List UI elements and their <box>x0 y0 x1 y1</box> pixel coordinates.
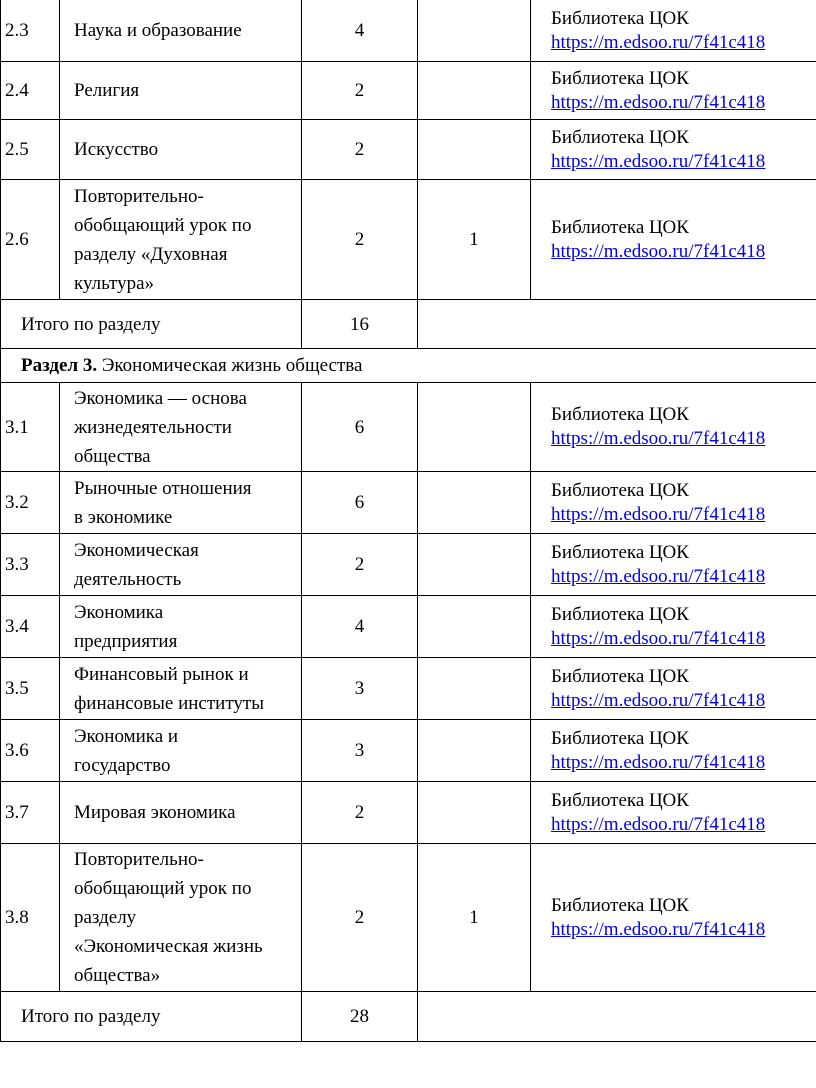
resource-cell <box>531 596 816 658</box>
row-hours: 3 <box>302 720 418 782</box>
resource-link[interactable]: https://m.edsoo.ru/7f41c418 <box>551 428 766 449</box>
topic-line: Искусство <box>74 139 159 160</box>
table-row <box>1 782 816 844</box>
row-topic <box>60 596 302 658</box>
row-topic <box>60 720 302 782</box>
row-control-works <box>418 658 531 720</box>
row-number: 2.4 <box>1 62 60 120</box>
topic-line: государство <box>74 754 171 776</box>
row-number: 2.3 <box>1 0 60 62</box>
resource-link[interactable]: https://m.edsoo.ru/7f41c418 <box>551 91 766 113</box>
resource-label: Библиотека ЦОК <box>551 727 689 749</box>
row-hours: 3 <box>302 658 418 720</box>
topic-line: разделу <box>74 907 137 928</box>
row-hours: 2 <box>302 120 418 180</box>
topic-line: финансовые институты <box>74 692 264 714</box>
row-number: 3.8 <box>1 844 60 992</box>
row-hours: 6 <box>302 383 418 472</box>
row-hours: 2 <box>302 782 418 844</box>
topic-line: обобщающий урок по <box>74 878 252 899</box>
resource-link[interactable]: https://m.edsoo.ru/7f41c418 <box>551 565 766 587</box>
topic-line: Рыночные отношения <box>74 477 252 499</box>
row-topic <box>60 0 302 62</box>
row-control-works <box>418 120 531 180</box>
table-row <box>1 0 816 62</box>
section-title <box>1 349 816 383</box>
row-control-works: 1 <box>418 180 531 300</box>
section-name: Экономическая жизнь общества <box>97 355 363 376</box>
row-control-works <box>418 782 531 844</box>
row-number: 3.3 <box>1 534 60 596</box>
table-row <box>1 720 816 782</box>
table-row <box>1 658 816 720</box>
topic-line: Религия <box>74 80 140 101</box>
row-control-works <box>418 596 531 658</box>
resource-label: Библиотека ЦОК <box>551 404 689 425</box>
topic-line: деятельность <box>74 568 182 590</box>
resource-link[interactable]: https://m.edsoo.ru/7f41c418 <box>551 813 766 835</box>
total-empty <box>418 992 816 1042</box>
resource-cell <box>531 534 816 596</box>
total-label: Итого по разделу <box>1 300 302 349</box>
topic-line: жизнедеятельности <box>74 416 232 438</box>
row-hours: 2 <box>302 180 418 300</box>
section-total-row <box>1 992 816 1042</box>
row-number: 3.1 <box>1 383 60 472</box>
row-hours: 4 <box>302 596 418 658</box>
section-number: Раздел 3. <box>21 355 98 376</box>
row-control-works <box>418 62 531 120</box>
topic-line: Экономика <box>74 601 164 623</box>
resource-link[interactable]: https://m.edsoo.ru/7f41c418 <box>551 150 766 172</box>
resource-cell <box>531 62 816 120</box>
row-hours: 6 <box>302 472 418 534</box>
row-number: 3.4 <box>1 596 60 658</box>
resource-cell <box>531 180 816 300</box>
resource-cell <box>531 383 816 472</box>
row-control-works <box>418 534 531 596</box>
row-topic <box>60 62 302 120</box>
resource-cell <box>531 658 816 720</box>
resource-cell <box>531 844 816 992</box>
row-topic <box>60 120 302 180</box>
resource-link[interactable]: https://m.edsoo.ru/7f41c418 <box>551 503 766 525</box>
row-topic <box>60 658 302 720</box>
row-control-works <box>418 720 531 782</box>
table-row <box>1 472 816 534</box>
resource-link[interactable]: https://m.edsoo.ru/7f41c418 <box>551 689 766 711</box>
row-number: 2.5 <box>1 120 60 180</box>
section-header-row <box>1 349 816 383</box>
resource-label: Библиотека ЦОК <box>551 479 689 501</box>
topic-line: «Экономическая жизнь <box>74 936 263 957</box>
topic-line: Финансовый рынок и <box>74 663 249 685</box>
row-number: 3.6 <box>1 720 60 782</box>
resource-link[interactable]: https://m.edsoo.ru/7f41c418 <box>551 31 766 53</box>
row-control-works <box>418 0 531 62</box>
row-topic <box>60 180 302 300</box>
topic-line: Экономика — основа <box>74 387 247 409</box>
resource-label: Библиотека ЦОК <box>551 894 689 916</box>
topic-line: предприятия <box>74 630 178 652</box>
topic-line: Экономическая <box>74 539 199 561</box>
resource-label: Библиотека ЦОК <box>551 541 689 563</box>
topic-line: общества» <box>74 965 161 986</box>
topic-line: культура» <box>74 272 155 294</box>
resource-link[interactable]: https://m.edsoo.ru/7f41c418 <box>551 240 766 262</box>
resource-cell <box>531 120 816 180</box>
table-row <box>1 383 816 472</box>
resource-label: Библиотека ЦОК <box>551 665 689 687</box>
topic-line: Наука и образование <box>74 20 242 41</box>
table-row <box>1 596 816 658</box>
row-hours: 2 <box>302 534 418 596</box>
row-topic <box>60 844 302 992</box>
total-empty <box>418 300 816 349</box>
row-topic <box>60 383 302 472</box>
total-hours: 16 <box>302 300 418 349</box>
resource-label: Библиотека ЦОК <box>551 67 689 89</box>
resource-label: Библиотека ЦОК <box>551 126 689 148</box>
resource-label: Библиотека ЦОК <box>551 216 689 238</box>
row-number: 3.2 <box>1 472 60 534</box>
topic-line: Повторительно- <box>74 849 204 870</box>
section-total-row <box>1 300 816 349</box>
row-hours: 2 <box>302 62 418 120</box>
row-hours: 2 <box>302 844 418 992</box>
topic-line: Экономика и <box>74 725 179 747</box>
row-hours: 4 <box>302 0 418 62</box>
table-row <box>1 62 816 120</box>
row-topic <box>60 534 302 596</box>
resource-link[interactable]: https://m.edsoo.ru/7f41c418 <box>551 751 766 773</box>
table-body <box>1 0 816 1042</box>
total-hours: 28 <box>302 992 418 1042</box>
row-number: 3.5 <box>1 658 60 720</box>
resource-cell <box>531 720 816 782</box>
topic-line: общества <box>74 445 151 467</box>
topic-line: Повторительно- <box>74 185 204 207</box>
resource-link[interactable]: https://m.edsoo.ru/7f41c418 <box>551 918 766 940</box>
table-row <box>1 534 816 596</box>
row-control-works: 1 <box>418 844 531 992</box>
topic-line: разделу «Духовная <box>74 243 228 265</box>
row-topic <box>60 782 302 844</box>
resource-label: Библиотека ЦОК <box>551 789 689 811</box>
row-control-works <box>418 472 531 534</box>
total-label: Итого по разделу <box>1 992 302 1042</box>
row-control-works <box>418 383 531 472</box>
table-row <box>1 844 816 992</box>
topic-line: обобщающий урок по <box>74 214 252 236</box>
row-number: 2.6 <box>1 180 60 300</box>
resource-cell <box>531 782 816 844</box>
row-topic <box>60 472 302 534</box>
table-row <box>1 120 816 180</box>
resource-label: Библиотека ЦОК <box>551 603 689 625</box>
table-row <box>1 180 816 300</box>
topic-line: Мировая экономика <box>74 802 236 823</box>
row-number: 3.7 <box>1 782 60 844</box>
topic-line: в экономике <box>74 506 173 528</box>
resource-link[interactable]: https://m.edsoo.ru/7f41c418 <box>551 627 766 649</box>
resource-label: Библиотека ЦОК <box>551 7 689 29</box>
resource-cell <box>531 472 816 534</box>
resource-cell <box>531 0 816 62</box>
